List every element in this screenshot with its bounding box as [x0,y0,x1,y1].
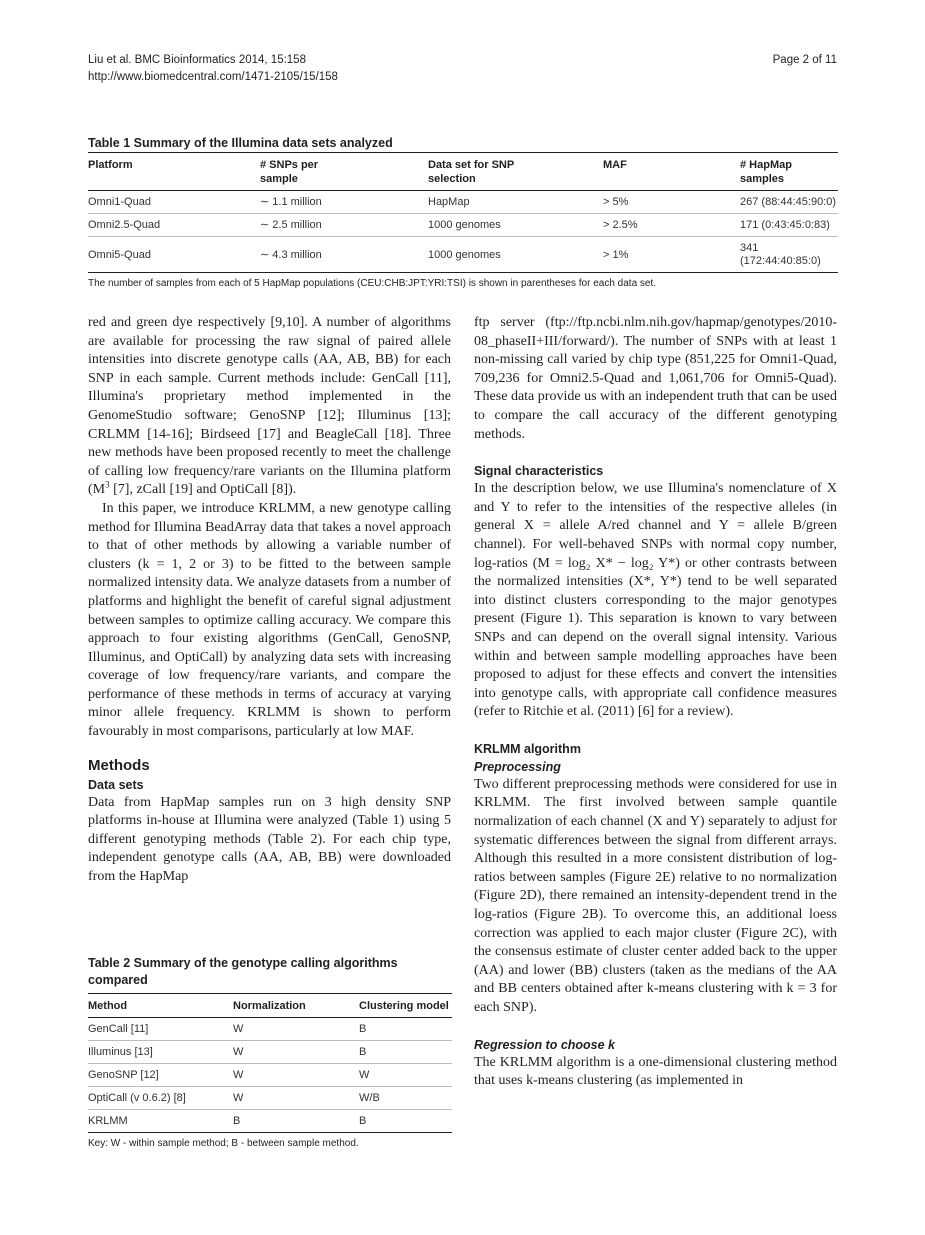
table-cell: B [359,1115,367,1127]
table-cell: Omni5-Quad [88,248,151,261]
preprocessing-heading: Preprocessing [474,759,561,774]
table-cell: GenCall [11] [88,1023,149,1035]
paragraph: Two different preprocessing methods were considered for use in KRLMM. The first involved between sample quantile normalization of each channel (X and Y) separately to adjust for systematic differences between the signal from different arrays. Although this resulted in a more consistent distribution of log-ratios between samples (Figure 2E) relative to no normalization (Figure 2D), there remained an intensity-dependent trend in the log-ratios (Figure 2B). To overcome this, an additional loess correction was applied to each major cluster (Figure 2C), with the consensus estimate of cluster center added back to the upper (AA) and lower (BB) clusters (taken as the medians of the AA and BB centers obtained after k-means clustering with k = 3 for each SNP). [474,776,837,1015]
table-cell: 1000 genomes [428,248,501,261]
table-1-header-snps: # SNPs per sample [260,159,319,185]
table-1-header-row [88,153,838,191]
table-2-header-normalization: Normalization [233,1000,306,1012]
table-cell: HapMap [428,196,470,208]
table-cell: 267 (88:44:45:90:0) [740,196,837,208]
page-number: Page 2 of 11 [772,54,837,66]
table-cell: > 2.5% [603,219,638,231]
table-1-header-dataset: Data set for SNP selection [428,159,514,185]
table-cell: 341 (172:44:40:85:0) [740,242,821,267]
table-cell: W [233,1046,244,1058]
right-column [474,314,837,1091]
table-cell: Illuminus [13] [88,1046,153,1058]
table-cell: Omni2.5-Quad [88,219,161,231]
table-row [88,237,838,273]
citation: Liu et al. BMC Bioinformatics 2014, 15:158 [88,54,306,66]
paragraph: In the description below, we use Illumina's nomenclature of X and Y to refer to the intensities of the respective alleles (in general X = allele A/red channel and Y = allele B/green channel). For well-behaved SNPs with normal copy number, log-ratios (M = log₂ X* − log₂ Y*) or other contrasts between the normalized intensities (X*, Y*) tend to be well separated into distinct clusters corresponding to the major genotypes present (Figure 1). This separation is known to vary between SNPs and can depend on the overall signal intensity. Various within and between sample modelling approaches have been proposed to adjust for these effects and convert the intensities into genotype calls, with appropriate call confidence measures (refer to Ritchie et al. (2011) [6] for a review). [474,481,837,720]
table-row [88,1041,452,1064]
paragraph: red and green dye respectively [9,10]. A number of algorithms are available for processing the raw signal of paired allele intensities into discrete genotype calls (AA, AB, BB) for each SNP in each sample. Current methods include: GenCall [11], Illumina's proprietary method implemented in the GenomeStudio software; GenoSNP [12]; Illuminus [13]; CRLMM [14-16]; Birdseed [17] and BeagleCall [18]. Three new methods have been proposed recently to meet the challenge of calling low frequency/rare variants on the Illumina platform ($M^3$ [7], zCall [19] and OptiCall [8]). [88,315,451,498]
paragraph: Data from HapMap samples run on 3 high density SNP platforms in-house at Illumina were analyzed (Table 1) using 5 different genotyping methods (Table 2). For each chip type, independent genotype calls (AA, AB, BB) were downloaded from the HapMap [88,794,451,885]
table-cell: GenoSNP [12] [88,1069,159,1081]
table-1-header-hapmap: # HapMap samples [740,159,792,185]
table-cell: W [233,1092,244,1104]
table-1-title: Table 1 Summary of the Illumina data sets analyzed [88,136,393,150]
table-cell: > 5% [603,196,629,208]
table-2-title: Table 2 Summary of the genotype calling algorithms compared [88,956,398,987]
table-row [88,214,838,237]
table-2-grid [88,994,452,1133]
table-cell: ∼ 4.3 million [260,248,322,261]
table-cell: 171 (0:43:45:0:83) [740,219,830,231]
table-cell: W [233,1023,244,1035]
paragraph: The KRLMM algorithm is a one-dimensional clustering method that uses k-means clustering (as implemented in [474,1054,837,1089]
article-url[interactable]: http://www.biomedcentral.com/1471-2105/15/158 [88,71,338,83]
table-cell: Omni1-Quad [88,196,151,208]
table-row [88,191,838,214]
krlmm-algorithm-heading: KRLMM algorithm [474,741,581,756]
paragraph: In this paper, we introduce KRLMM, a new genotype calling method for Illumina BeadArray data that takes a novel approach to that of other methods by allowing a variable number of clusters (k = 1, 2 or 3) to be fitted to the between sample normalized intensity data. We analyze datasets from a number of platforms and highlight the benefit of careful signal adjustment between samples to optimize calling accuracy. We compare this approach to four existing algorithms (GenCall, GenoSNP, Illuminus, and OptiCall) by analyzing data sets with increasing coverage of low frequency/rare variants, and compare the performance of these methods in terms of accuracy at varying minor allele frequency. KRLMM is shown to perform favourably in most comparisons, particularly at low MAF. [88,500,451,740]
table-2-footnote: Key: W - within sample method; B - between sample method. [88,1138,359,1149]
table-row [88,1064,452,1087]
table-cell: ∼ 1.1 million [260,196,322,208]
table-row [88,1087,452,1110]
table-cell: ∼ 2.5 million [260,219,322,231]
methods-heading: Methods [88,756,150,774]
table-1-header-platform: Platform [88,159,133,171]
table-2-header-method: Method [88,1000,128,1012]
table-cell: OptiCall (v 0.6.2) [8] [88,1092,186,1104]
table-cell: B [359,1046,367,1058]
table-1-grid [88,152,838,273]
table-1-header-maf: MAF [603,159,627,171]
table-cell: 1000 genomes [428,219,501,231]
table-cell: > 1% [603,248,629,261]
table-cell: KRLMM [88,1115,128,1127]
table-cell: W [233,1069,244,1081]
table-2-header-clustering: Clustering model [359,1000,449,1012]
table-2-header-row [88,994,452,1018]
signal-characteristics-heading: Signal characteristics [474,464,604,479]
table-cell: B [233,1115,241,1127]
table-cell: W/B [359,1092,380,1104]
left-column [88,314,451,887]
table-cell: W [359,1069,370,1081]
table-cell: B [359,1023,367,1035]
table-1 [88,135,838,290]
table-row [88,1110,452,1133]
paragraph: ftp server (ftp://ftp.ncbi.nlm.nih.gov/hapmap/genotypes/2010-08_phaseII+III/forward/). The number of SNPs with at least 1 non-missing call varied by chip type (851,225 for Omni1-Quad, 709,236 for Omni2.5-Quad and 1,061,706 for Omni5-Quad). These data provide us with an independent truth that can be used to compare the call accuracy of the different genotyping methods. [474,315,837,442]
running-header [88,52,338,86]
regression-heading: Regression to choose k [474,1037,616,1052]
table-row [88,1018,452,1041]
table-2 [88,955,452,1150]
table-1-footnote: The number of samples from each of 5 HapMap populations (CEU:CHB:JPT:YRI:TSI) is shown in parentheses for each data set. [88,278,657,289]
datasets-heading: Data sets [88,777,144,792]
